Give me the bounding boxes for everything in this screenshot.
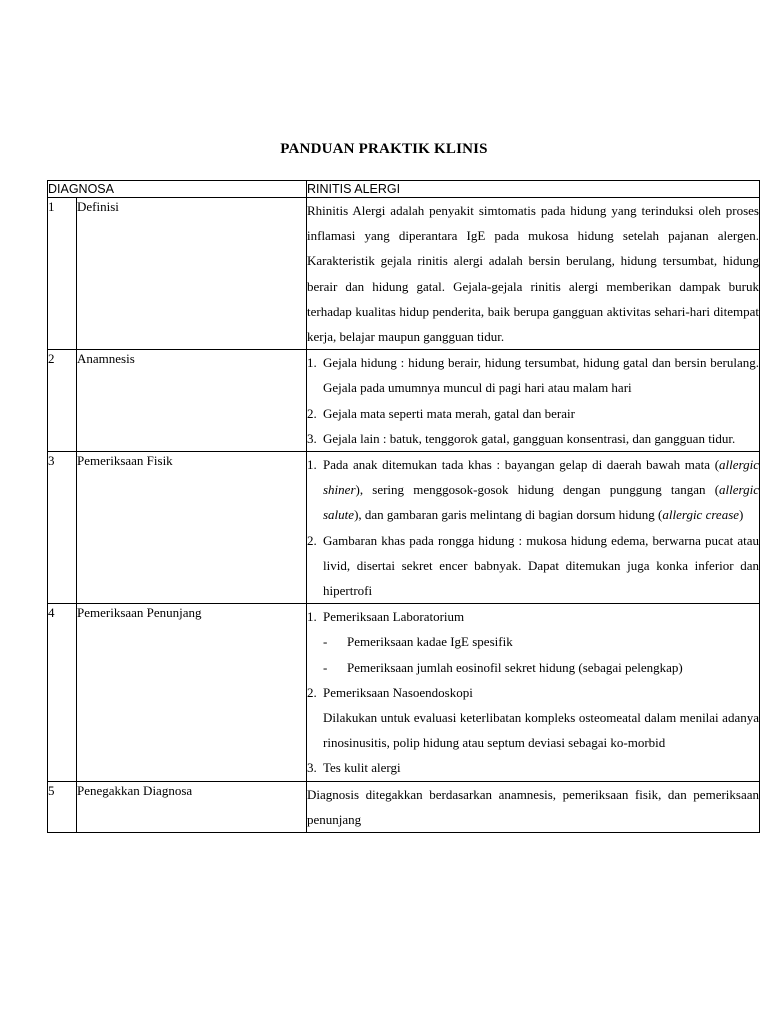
list-item (307, 604, 759, 629)
row-number: 3 (48, 452, 77, 604)
list-item-text: Gejala hidung : hidung berair, hidung tersumbat, hidung gatal dan bersin berulang. Gejala pada umumnya muncul di pagi hari atau malam hari (323, 355, 759, 396)
row-number: 2 (48, 350, 77, 452)
row-number: 1 (48, 198, 77, 350)
list-marker: 3. (307, 430, 317, 446)
row-content (307, 198, 760, 350)
list-item-text: Gejala lain : batuk, tenggorok gatal, gangguan konsentrasi, dan gangguan tidur. (323, 430, 736, 446)
page-title: PANDUAN PRAKTIK KLINIS (280, 141, 488, 157)
table-row (48, 604, 760, 781)
physical-exam-list (307, 452, 759, 603)
list-marker: 2. (307, 532, 317, 548)
list-marker: 2. (307, 684, 317, 700)
italic-term: allergic shiner (323, 457, 759, 498)
header-diagnosis-name: RINITIS ALERGI (307, 181, 760, 198)
supporting-exam-list-cont (307, 680, 759, 781)
row-content (307, 781, 760, 832)
list-item (307, 452, 759, 528)
row-label: Definisi (77, 198, 307, 350)
list-item-text: ), sering menggosok-gosok hidung dengan punggung tangan ( (355, 482, 720, 498)
italic-term: allergic crease (662, 507, 740, 523)
list-item (307, 426, 759, 451)
dash-marker: - (323, 659, 328, 675)
row-label: Pemeriksaan Fisik (77, 452, 307, 604)
diagnosis-text: Diagnosis ditegakkan berdasarkan anamnesis, pemeriksaan fisik, dan pemeriksaan penunjang (307, 786, 759, 827)
anamnesis-list (307, 350, 759, 451)
list-item-text: ) (739, 507, 744, 523)
list-marker: 1. (307, 457, 317, 473)
row-content (307, 452, 760, 604)
supporting-exam-list (307, 604, 759, 629)
list-item-text: Pada anak ditemukan tada khas : bayangan gelap di daerah bawah mata ( (323, 457, 720, 473)
dash-marker: - (323, 634, 328, 650)
header-diagnosa: DIAGNOSA (48, 181, 307, 198)
definition-text: Rhinitis Alergi adalah penyakit simtomatis pada hidung yang terinduksi oleh proses inflamasi yang diperantara IgE pada mukosa hidung setelah pajanan alergen. Karakteristik gejala rinitis alergi adalah bersin berulang, hidung tersumbat, hidung berair dan hidung gatal. Gejala-gejala rinitis alergi memberikan dampak buruk terhadap kualitas hidup penderita, baik berupa gangguan aktivitas sehari-hari ditempat kerja, belajar maupun gangguan tidur. (307, 203, 759, 345)
table-row (48, 350, 760, 452)
list-item-text: Gejala mata seperti mata merah, gatal dan berair (323, 405, 575, 421)
row-number: 5 (48, 781, 77, 832)
list-item-text: Tes kulit alergi (323, 760, 401, 776)
sub-list-item (307, 655, 759, 680)
row-number: 4 (48, 604, 77, 781)
table-row (48, 781, 760, 832)
lab-sub-list (307, 629, 759, 679)
list-marker: 3. (307, 760, 317, 776)
table-row (48, 452, 760, 604)
nasoendoscopy-description: Dilakukan untuk evaluasi keterlibatan kompleks osteomeatal dalam menilai adanya rinosinusitis, polip hidung atau septum deviasi sebagai ko-morbid (323, 710, 759, 751)
list-item (307, 755, 759, 780)
row-content (307, 604, 760, 781)
row-label: Pemeriksaan Penunjang (77, 604, 307, 781)
table-row (48, 198, 760, 350)
list-item (307, 350, 759, 400)
list-marker: 1. (307, 355, 317, 371)
list-marker: 2. (307, 405, 317, 421)
list-item-text: Pemeriksaan Nasoendoskopi (323, 684, 473, 700)
row-label: Anamnesis (77, 350, 307, 452)
row-label: Penegakkan Diagnosa (77, 781, 307, 832)
list-item-text: Gambaran khas pada rongga hidung : mukosa hidung edema, berwarna pucat atau livid, disertai sekret encer babnyak. Dapat ditemukan juga konka inferior dan hipertrofi (323, 532, 759, 599)
clinical-guide-table (47, 180, 760, 833)
list-marker: 1. (307, 609, 317, 625)
sub-list-item-text: Pemeriksaan kadae IgE spesifik (347, 634, 513, 650)
list-item-text: ), dan gambaran garis melintang di bagian dorsum hidung ( (354, 507, 663, 523)
sub-list-item-text: Pemeriksaan jumlah eosinofil sekret hidung (sebagai pelengkap) (347, 659, 683, 675)
list-item (307, 680, 759, 756)
row-content (307, 350, 760, 452)
table-header-row (48, 181, 760, 198)
italic-term: allergic salute (323, 482, 759, 523)
list-item (307, 528, 759, 604)
list-item-text: Pemeriksaan Laboratorium (323, 609, 465, 625)
sub-list-item (307, 629, 759, 654)
list-item (307, 401, 759, 426)
